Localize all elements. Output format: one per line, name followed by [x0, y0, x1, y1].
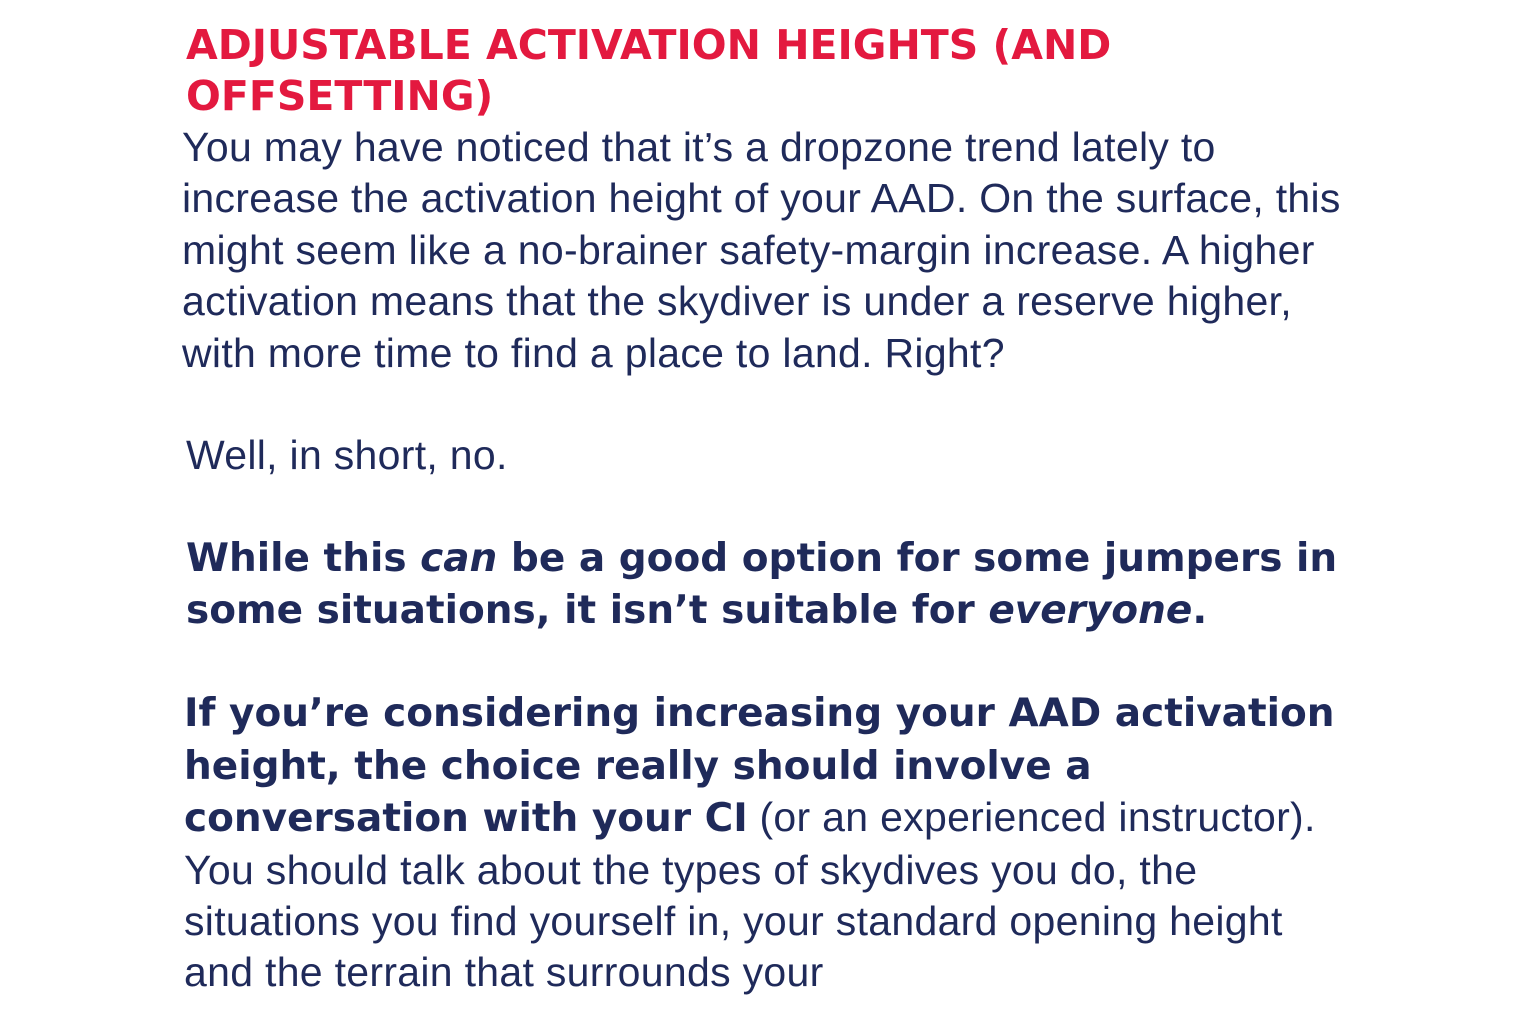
caveat-emphasis-everyone: everyone — [988, 587, 1193, 633]
caveat-text-1: While this — [186, 536, 421, 582]
section-heading: ADJUSTABLE ACTIVATION HEIGHTS (AND OFFSETTING) — [186, 21, 1112, 120]
short-answer-paragraph: Well, in short, no. — [186, 432, 508, 479]
advice-bold-text: If you’re considering increasing your AAD activation height, the choice really should involve a conversation with your CI — [184, 691, 1335, 842]
intro-paragraph: You may have noticed that it’s a dropzone trend lately to increase the activation height of your AAD. On the surface, this might seem like a no-brainer safety-margin increase. A higher activation means that the skydiver is under a reserve higher, with more time to find a place to land. Right? — [182, 124, 1341, 376]
advice-regular-text: (or an experienced instructor). You should talk about the types of skydives you do, the situations you find yourself in, your standard opening height and the terrain that surrounds your — [184, 794, 1316, 996]
caveat-emphasis-can: can — [420, 536, 498, 582]
paragraph-spacer — [186, 379, 1356, 430]
caveat-text-3: . — [1192, 587, 1208, 633]
caveat-paragraph — [186, 533, 1356, 636]
paragraph-spacer — [186, 636, 1356, 687]
caveat-text-2: be a good option for some jumpers in some situations, it isn’t suitable for — [186, 536, 1338, 633]
article-body — [182, 20, 1356, 999]
advice-paragraph — [184, 687, 1356, 998]
paragraph-spacer — [186, 482, 1356, 533]
